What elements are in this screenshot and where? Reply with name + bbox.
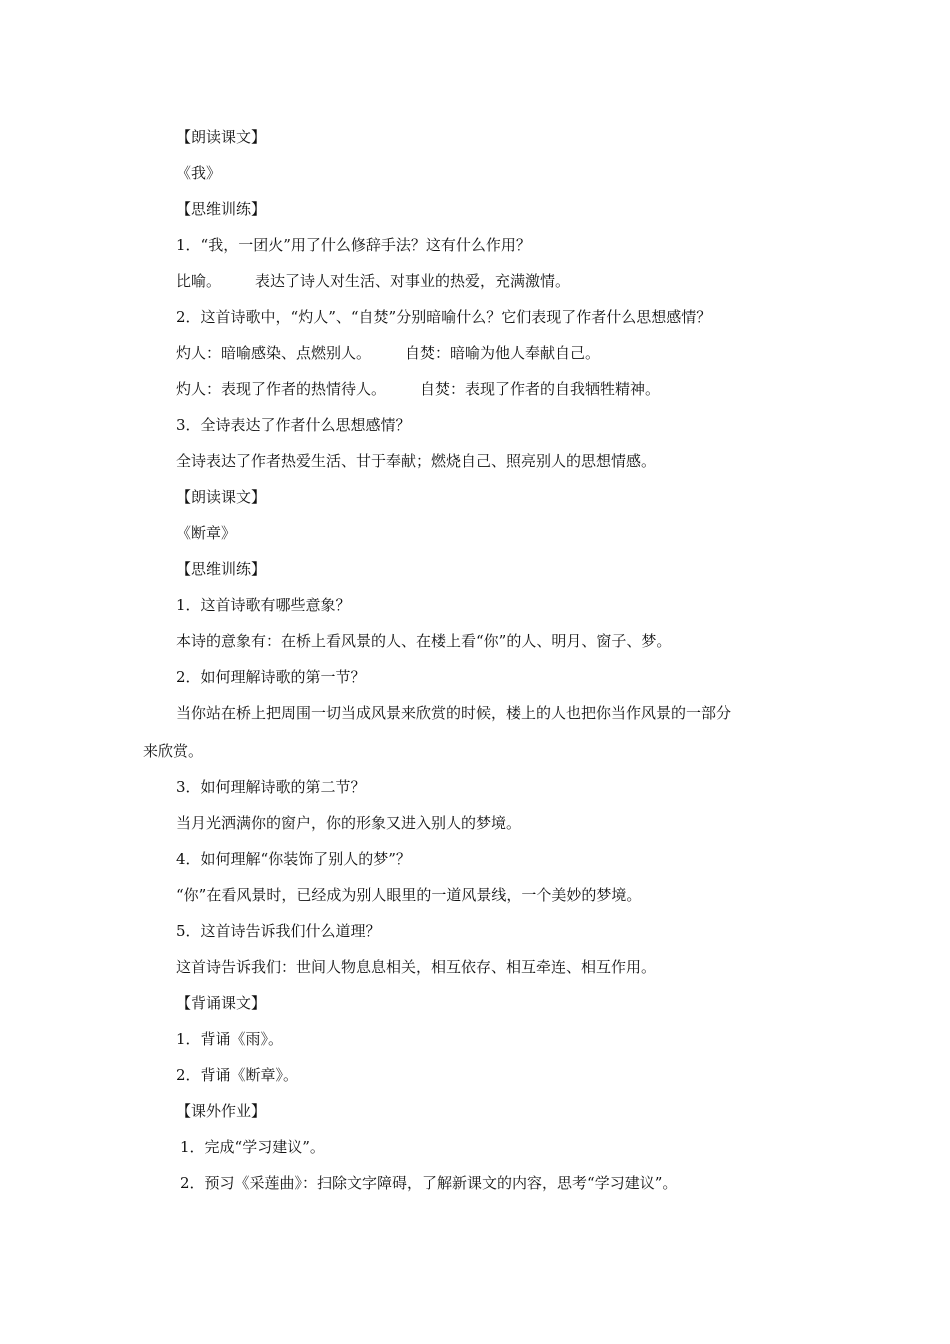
answer-b2-line-1: 当你站在桥上把周围一切当成风景来欣赏的时候，楼上的人也把你当作风景的一部分 — [176, 704, 732, 722]
answer-b5: 这首诗告诉我们：世间人物息息相关，相互依存、相互牵连、相互作用。 — [176, 958, 657, 976]
answer-b4: “你”在看风景时，已经成为别人眼里的一道风景线，一个美妙的梦境。 — [176, 886, 642, 904]
question-b2: 2．如何理解诗歌的第一节？ — [176, 668, 366, 686]
poem-title-duanzhang: 《断章》 — [176, 524, 237, 542]
section-heading-thinking: 【思维训练】 — [176, 200, 267, 218]
section-heading-read-aloud: 【朗读课文】 — [176, 128, 267, 146]
answer-2-1-part-b: 自焚：暗喻为他人奉献自己。 — [405, 344, 601, 362]
answer-2-2-part-a: 灼人：表现了作者的热情待人。 — [176, 380, 387, 398]
answer-1 — [176, 270, 570, 292]
question-b1: 1．这首诗歌有哪些意象？ — [176, 596, 351, 614]
answer-3: 全诗表达了作者热爱生活、甘于奉献；燃烧自己、照亮别人的思想情感。 — [176, 452, 657, 470]
answer-b2-line-2: 来欣赏。 — [143, 742, 204, 760]
answer-2-line-1 — [176, 342, 600, 364]
answer-b1: 本诗的意象有：在桥上看风景的人、在楼上看“你”的人、明月、窗子、梦。 — [176, 632, 672, 650]
question-2: 2．这首诗歌中，“灼人”、“自焚”分别暗喻什么？它们表现了作者什么思想感情？ — [176, 308, 712, 326]
poem-title-wo: 《我》 — [176, 164, 222, 182]
answer-2-line-2 — [176, 378, 660, 400]
section-heading-thinking-2: 【思维训练】 — [176, 560, 267, 578]
question-b3: 3．如何理解诗歌的第二节？ — [176, 778, 366, 796]
homework-item-2: 2．预习《采莲曲》：扫除文字障碍，了解新课文的内容，思考“学习建议”。 — [180, 1174, 678, 1192]
recite-item-1: 1．背诵《雨》。 — [176, 1030, 284, 1048]
section-heading-read-aloud-2: 【朗读课文】 — [176, 488, 267, 506]
question-3: 3．全诗表达了作者什么思想感情？ — [176, 416, 411, 434]
answer-1-part-a: 比喻。 — [176, 272, 222, 290]
question-1: 1．“我，一团火”用了什么修辞手法？这有什么作用？ — [176, 236, 531, 254]
answer-b3: 当月光洒满你的窗户，你的形象又进入别人的梦境。 — [176, 814, 522, 832]
answer-2-1-part-a: 灼人：暗喻感染、点燃别人。 — [176, 344, 372, 362]
homework-item-1: 1．完成“学习建议”。 — [180, 1138, 325, 1156]
section-heading-recite: 【背诵课文】 — [176, 994, 267, 1012]
answer-1-part-b: 表达了诗人对生活、对事业的热爱，充满激情。 — [255, 272, 571, 290]
question-b4: 4．如何理解“你装饰了别人的梦”？ — [176, 850, 411, 868]
section-heading-homework: 【课外作业】 — [176, 1102, 267, 1120]
answer-2-2-part-b: 自焚：表现了作者的自我牺牲精神。 — [420, 380, 661, 398]
recite-item-2: 2．背诵《断章》。 — [176, 1066, 299, 1084]
question-b5: 5．这首诗告诉我们什么道理？ — [176, 922, 381, 940]
